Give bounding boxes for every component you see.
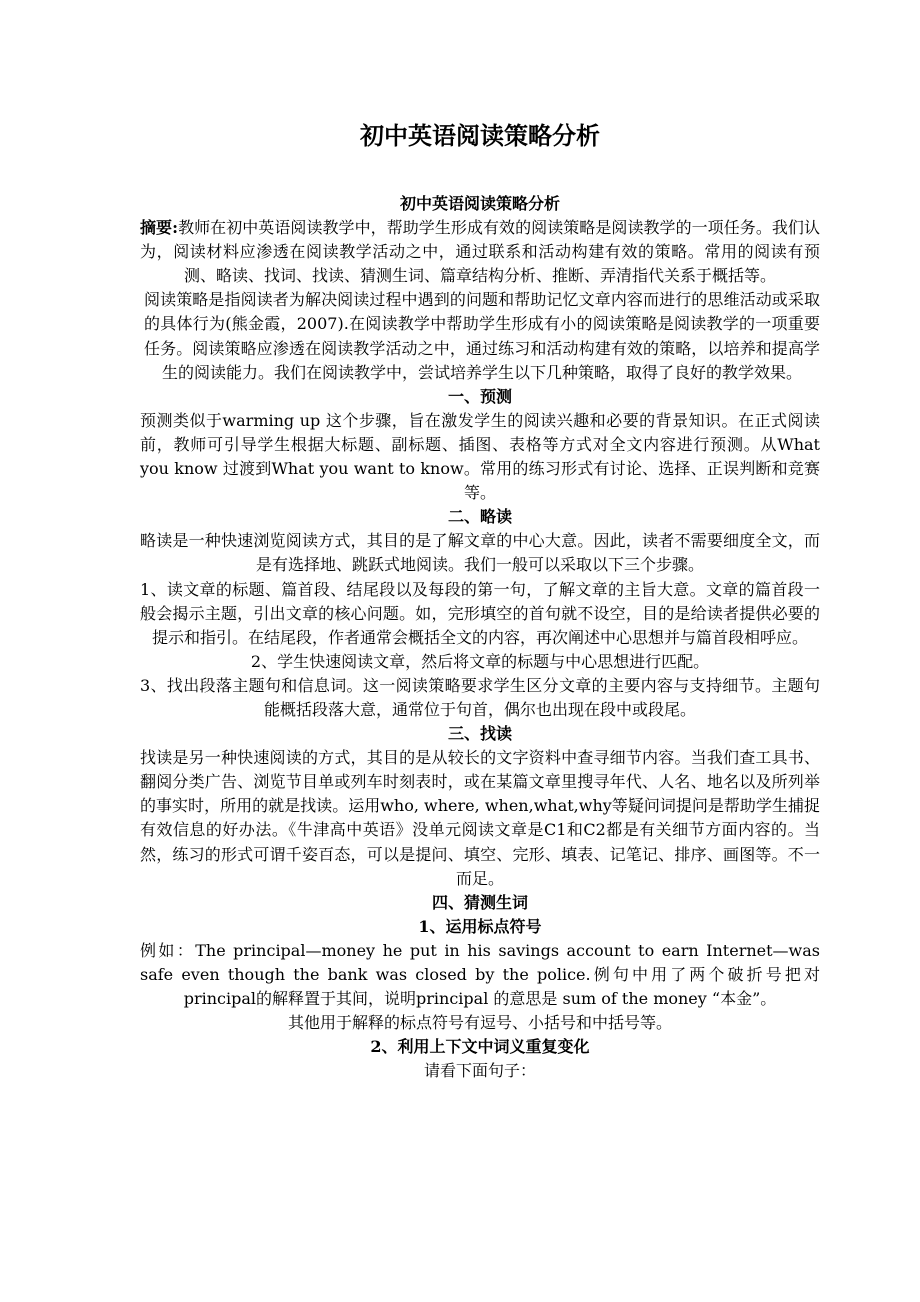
subsection-paragraph: 其他用于解释的标点符号有逗号、小括号和中括号等。 [287, 1013, 672, 1033]
section-skimming [140, 505, 820, 722]
subsection-heading: 1、运用标点符号 [418, 916, 542, 936]
section-paragraph: 预测类似于warming up 这个步骤，旨在激发学生的阅读兴趣和必要的背景知识。在正式阅读前，教师可引导学生根据大标题、副标题、插图、表格等方式对全文内容进行预测。从What you know 过渡到What you want to know。常用的练习形式有讨论、选择、正误判断和竞赛等。 [140, 410, 820, 503]
subsection-paragraph: 例如：The principal—money he put in his savings account to earn Internet—was safe even though the bank was closed by the police.例句中用了两个破折号把对principal的解释置于其间，说明principal 的意思是 sum of the money “本金”。 [140, 940, 820, 1009]
section-guessing-words [140, 891, 820, 1084]
section-paragraph: 1、读文章的标题、篇首段、结尾段以及每段的第一句，了解文章的主旨大意。文章的篇首段一般会揭示主题，引出文章的核心问题。如，完形填空的首句就不设空，目的是给读者提供必要的提示和指引。在结尾段，作者通常会概括全文的内容，再次阐述中心思想并与篇首段相呼应。 [140, 579, 820, 647]
section-paragraph: 找读是另一种快速阅读的方式，其目的是从较长的文字资料中查寻细节内容。当我们查工具书、翻阅分类广告、浏览节目单或列车时刻表时，或在某篇文章里搜寻年代、人名、地名以及所列举的事实时，所用的就是找读。运用who, where, when,what,why等疑问词提问是帮助学生捕捉有效信息的好办法。《牛津高中英语》没单元阅读文章是C1和C2都是有关细节方面内容的。当然，练习的形式可谓千姿百态，可以是提问、填空、完形、填表、记笔记、排序、画图等。不一而足。 [140, 748, 820, 888]
abstract-paragraph [140, 216, 820, 288]
abstract-text: 教师在初中英语阅读教学中，帮助学生形成有效的阅读策略是阅读教学的一项任务。我们认为，阅读材料应渗透在阅读教学活动之中，通过联系和活动构建有效的策略。常用的阅读有预测、略读、找词、找读、猜测生词、篇章结构分析、推断、弄清指代关系于概括等。 [140, 218, 820, 286]
section-heading: 三、找读 [447, 724, 512, 744]
section-paragraph: 3、找出段落主题句和信息词。这一阅读策略要求学生区分文章的主要内容与支持细节。主题句能概括段落大意，通常位于句首，偶尔也出现在段中或段尾。 [140, 675, 820, 719]
section-prediction [140, 385, 820, 505]
document-title: 初中英语阅读策略分析 [360, 121, 600, 150]
intro-paragraph: 阅读策略是指阅读者为解决阅读过程中遇到的问题和帮助记忆文章内容而进行的思维活动或采取的具体行为(熊金霞，2007).在阅读教学中帮助学生形成有小的阅读策略是阅读教学的一项重要任务。阅读策略应渗透在阅读教学活动之中，通过练习和活动构建有效的策略，以培养和提高学生的阅读能力。我们在阅读教学中，尝试培养学生以下几种策略，取得了良好的教学效果。 [144, 290, 820, 382]
subsection-punctuation [140, 915, 820, 1035]
document-subtitle: 初中英语阅读策略分析 [399, 194, 560, 213]
section-heading: 一、预测 [447, 386, 512, 406]
subsection-context-repetition [140, 1035, 820, 1083]
subsection-paragraph: 请看下面句子： [423, 1061, 536, 1081]
section-heading: 二、略读 [447, 507, 512, 527]
subsection-heading: 2、利用上下文中词义重复变化 [370, 1037, 590, 1057]
abstract-label: 摘要: [140, 218, 179, 238]
section-paragraph: 2、学生快速阅读文章，然后将文章的标题与中心思想进行匹配。 [250, 651, 710, 671]
section-scanning [140, 722, 820, 891]
section-heading: 四、猜测生词 [431, 892, 528, 912]
section-paragraph: 略读是一种快速浏览阅读方式，其目的是了解文章的中心大意。因此，读者不需要细度全文，而是有选择地、跳跃式地阅读。我们一般可以采取以下三个步骤。 [140, 531, 820, 575]
document-body [140, 192, 820, 1083]
